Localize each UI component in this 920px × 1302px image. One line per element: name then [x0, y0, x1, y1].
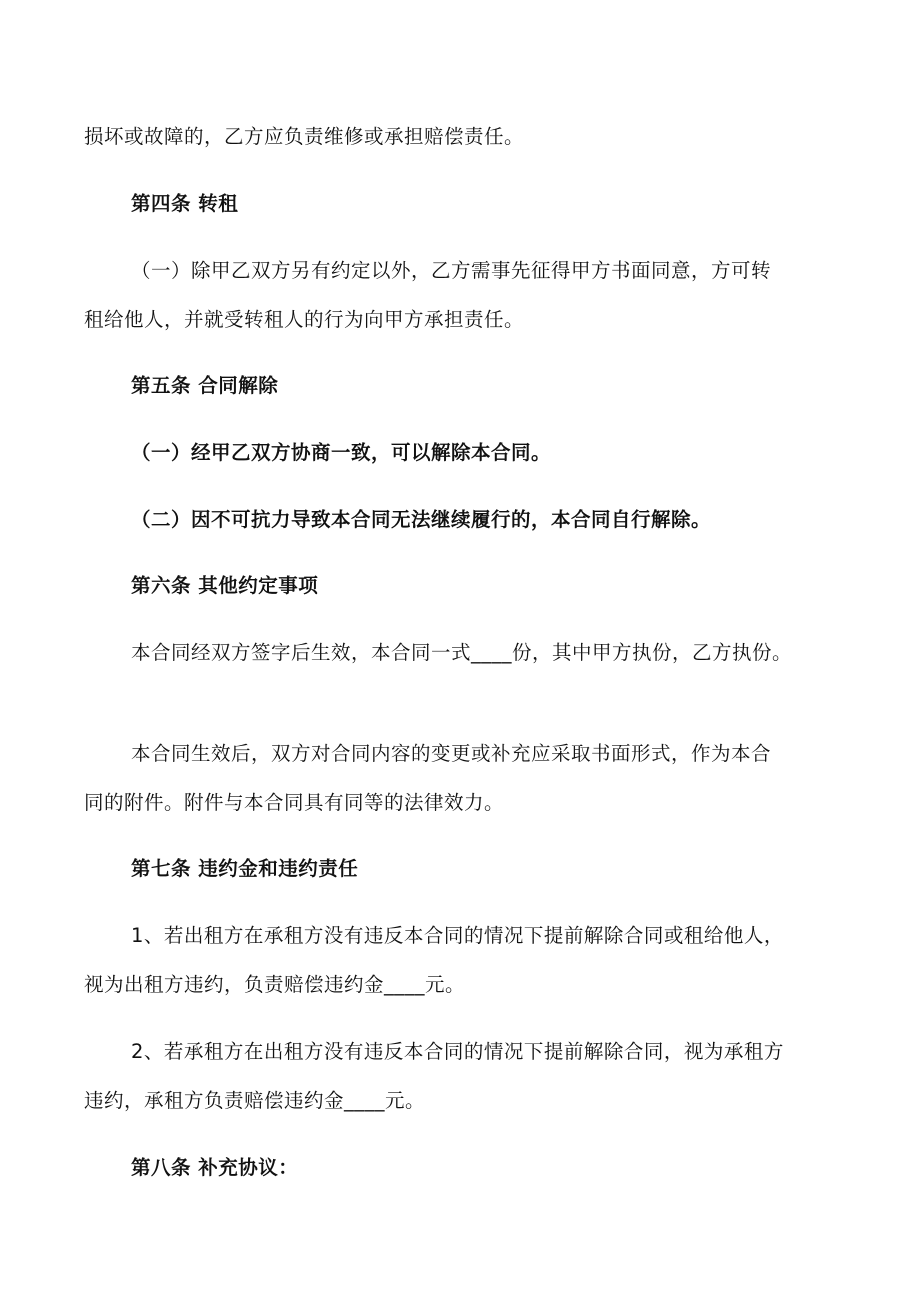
- paragraph-line: 1、若出租方在承租方没有违反本合同的情况下提前解除合同或租给他人，: [131, 924, 784, 947]
- clause-line: （二）因不可抗力导致本合同无法继续履行的，本合同自行解除。: [131, 508, 712, 531]
- paragraph-line: 违约，承租方负责赔偿违约金____元。: [84, 1089, 426, 1112]
- paragraph-line: （一）除甲乙双方另有约定以外，乙方需事先征得甲方书面同意，方可转: [131, 259, 772, 282]
- paragraph-line: 租给他人，并就受转租人的行为向甲方承担责任。: [84, 308, 525, 331]
- paragraph-line: 2、若承租方在出租方没有违反本合同的情况下提前解除合同，视为承租方: [131, 1040, 784, 1063]
- paragraph-line: 视为出租方违约，负责赔偿违约金____元。: [84, 973, 466, 996]
- article-7-heading: 第七条 违约金和违约责任: [131, 857, 359, 880]
- article-6-heading: 第六条 其他约定事项: [131, 574, 319, 597]
- paragraph-line: 损坏或故障的，乙方应负责维修或承担赔偿责任。: [84, 125, 525, 148]
- paragraph-line: 本合同经双方签字后生效，本合同一式____份，其中甲方执份，乙方执份。: [131, 641, 793, 664]
- article-8-heading: 第八条 补充协议：: [131, 1156, 299, 1179]
- clause-line: （一）经甲乙双方协商一致，可以解除本合同。: [131, 441, 552, 464]
- paragraph-line: 同的附件。附件与本合同具有同等的法律效力。: [84, 791, 505, 814]
- article-4-heading: 第四条 转租: [131, 192, 239, 215]
- paragraph-line: 本合同生效后，双方对合同内容的变更或补充应采取书面形式，作为本合: [131, 742, 772, 765]
- article-5-heading: 第五条 合同解除: [131, 374, 279, 397]
